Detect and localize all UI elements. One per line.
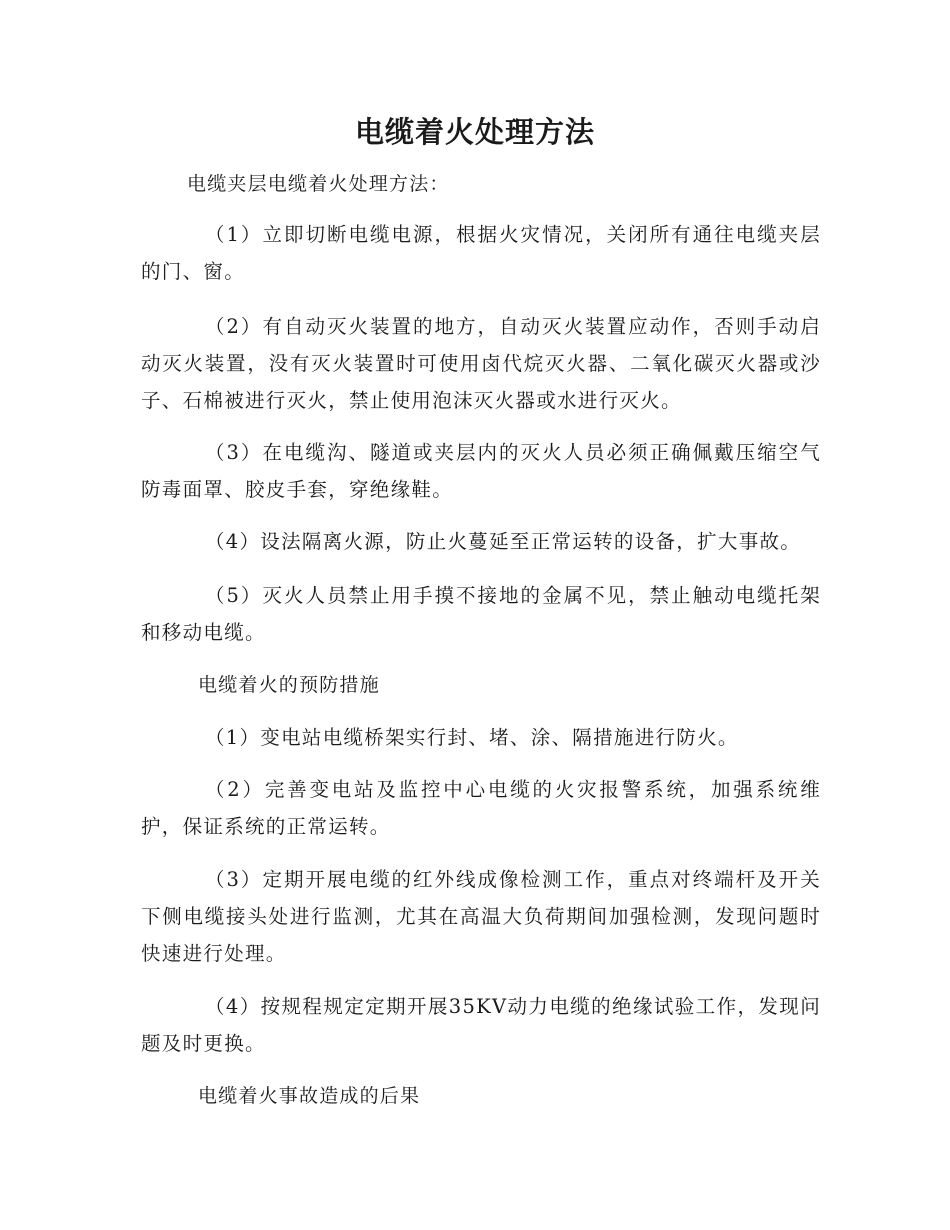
list-item: （3）定期开展电缆的红外线成像检测工作，重点对终端杆及开关下侧电缆接头处进行监测，尤其在高温大负荷期间加强检测，发现问题时快速进行处理。 bbox=[141, 868, 821, 965]
list-item: （2）有自动灭火装置的地方，自动灭火装置应动作，否则手动启动灭火装置，没有灭火装置时可使用卤代烷灭火器、二氧化碳灭火器或沙子、石棉被进行灭火，禁止使用泡沫灭火器或水进行灭火。 bbox=[141, 315, 821, 412]
list-item: （5）灭火人员禁止用手摸不接地的金属不见，禁止触动电缆托架 和移动电缆。 bbox=[141, 584, 821, 644]
list-item: （4）按规程规定定期开展35KV动力电缆的绝缘试验工作，发现问题及时更换。 bbox=[141, 995, 821, 1055]
section-heading-prevention: 电缆着火的预防措施 bbox=[198, 674, 380, 696]
document-title: 电缆着火处理方法 bbox=[354, 115, 595, 149]
section-heading-fire-handling: 电缆夹层电缆着火处理方法： bbox=[187, 173, 450, 195]
list-item: （1）立即切断电缆电源，根据火灾情况，关闭所有通往电缆夹层的门、窗。 bbox=[141, 223, 821, 283]
list-item: （2）完善变电站及监控中心电缆的火灾报警系统，加强系统维护，保证系统的正常运转。 bbox=[141, 778, 821, 838]
list-item: （1）变电站电缆桥架实行封、堵、涂、隔措施进行防火。 bbox=[205, 726, 739, 749]
list-item: （4）设法隔离火源，防止火蔓延至正常运转的设备，扩大事故。 bbox=[205, 530, 802, 553]
list-item: （3）在电缆沟、隧道或夹层内的灭火人员必须正确佩戴压缩空气防毒面罩、胶皮手套，穿绝缘鞋。 bbox=[141, 441, 821, 501]
section-heading-consequences: 电缆着火事故造成的后果 bbox=[198, 1085, 421, 1107]
